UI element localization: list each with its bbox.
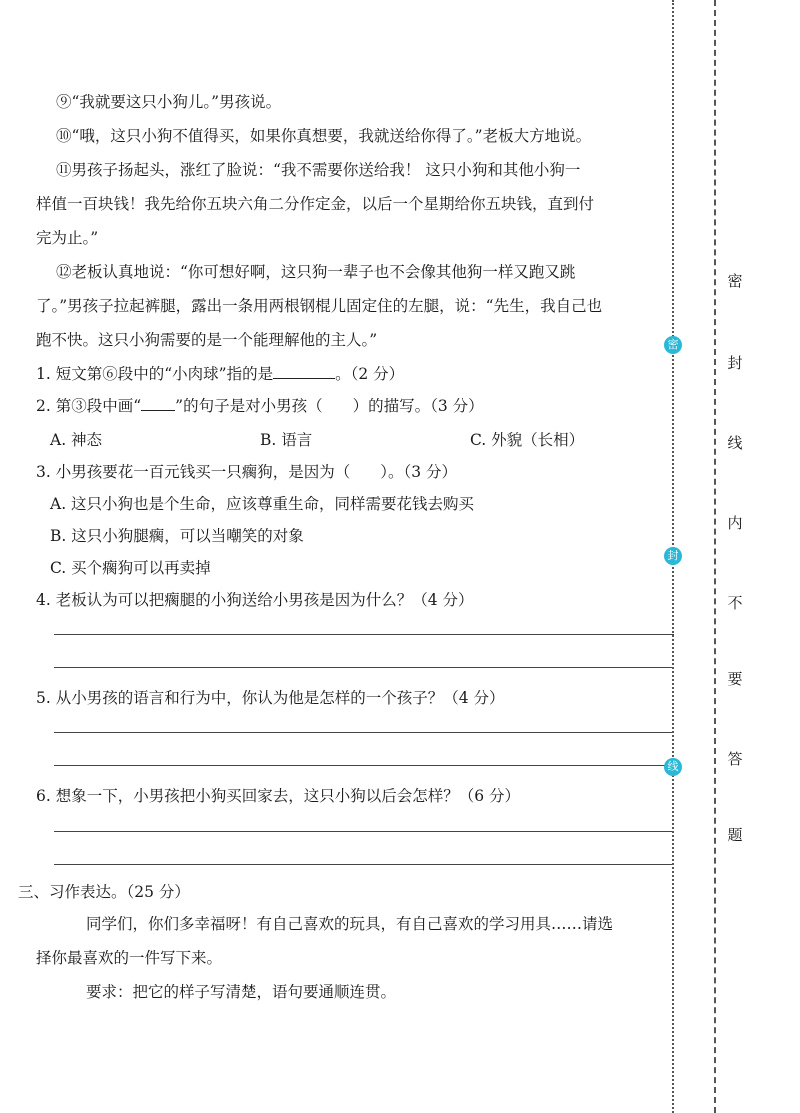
question-2-option-a: A. 神态 (50, 431, 103, 449)
seal-char-6: 要 (727, 670, 743, 688)
question-3-option-b: B. 这只小狗腿瘸，可以当嘲笑的对象 (50, 527, 304, 545)
question-3-option-a: A. 这只小狗也是个生命，应该尊重生命，同样需要花钱去购买 (50, 495, 475, 513)
question-2-option-c: C. 外貌（长相） (470, 431, 585, 449)
question-4: 4. 老板认为可以把瘸腿的小狗送给小男孩是因为什么？（4 分） (36, 591, 474, 609)
section-3-prompt-line-1: 同学们，你们多幸福呀！有自己喜欢的玩具，有自己喜欢的学习用具……请选 (86, 915, 614, 933)
seal-char-1: 密 (727, 272, 743, 290)
question-2-option-b: B. 语言 (260, 431, 313, 449)
seal-char-2: 封 (727, 354, 743, 372)
seal-char-5: 不 (727, 594, 743, 612)
passage-paragraph-11-line-2: 样值一百块钱！我先给你五块六角二分作定金，以后一个星期给你五块钱，直到付 (36, 195, 595, 213)
question-2 (36, 396, 484, 416)
passage-paragraph-10: ⑩“哦，这只小狗不值得买，如果你真想要，我就送给你得了。”老板大方地说。 (56, 127, 592, 145)
seal-marker-3: 线 (664, 758, 682, 776)
seal-char-8: 题 (727, 826, 743, 844)
question-4-answer-line-2[interactable] (54, 667, 674, 668)
question-3-text-b: ）。（3 分） (380, 463, 458, 481)
seal-marker-1: 密 (664, 336, 682, 354)
question-1-text: 1. 短文第⑥段中的“小肉球”指的是 (36, 365, 274, 383)
passage-paragraph-12-line-1: ⑫老板认真地说：“你可想好啊，这只狗一辈子也不会像其他狗一样又跑又跳 (56, 263, 576, 281)
question-1 (36, 364, 404, 384)
question-6: 6. 想象一下，小男孩把小狗买回家去，这只小狗以后会怎样？（6 分） (36, 787, 521, 805)
seal-char-3: 线 (727, 434, 743, 452)
seal-dashed-line (714, 0, 716, 1113)
passage-paragraph-12-line-2: 了。”男孩子拉起裤腿，露出一条用两根钢棍儿固定住的左腿，说：“先生，我自己也 (36, 297, 603, 315)
question-6-answer-line-1[interactable] (54, 831, 674, 832)
question-1-answer-blank[interactable] (273, 364, 335, 379)
seal-char-4: 内 (727, 514, 743, 532)
question-2-text-b: ”的句子是对小男孩（ (175, 397, 323, 415)
passage-paragraph-12-line-3: 跑不快。这只小狗需要的是一个能理解他的主人。” (36, 331, 378, 349)
question-2-text-c: ）的描写。（3 分） (352, 397, 484, 415)
question-4-answer-line-1[interactable] (54, 634, 674, 635)
question-5: 5. 从小男孩的语言和行为中，你认为他是怎样的一个孩子？（4 分） (36, 689, 505, 707)
section-3-requirement: 要求：把它的样子写清楚，语句要通顺连贯。 (86, 983, 397, 1001)
section-3-heading: 三、习作表达。（25 分） (18, 883, 190, 901)
question-2-text-a: 2. 第③段中画“ (36, 397, 142, 415)
section-3-prompt-line-2: 择你最喜欢的一件写下来。 (36, 949, 223, 967)
question-3-option-c: C. 买个瘸狗可以再卖掉 (50, 559, 211, 577)
question-6-answer-line-2[interactable] (54, 864, 674, 865)
seal-char-7: 答 (727, 750, 743, 768)
seal-marker-2: 封 (664, 547, 682, 565)
passage-paragraph-11-line-3: 完为止。” (36, 229, 99, 247)
question-5-answer-line-1[interactable] (54, 732, 674, 733)
question-2-underline-sample (141, 396, 175, 411)
question-3-text-a: 3. 小男孩要花一百元钱买一只瘸狗，是因为（ (36, 463, 351, 481)
passage-paragraph-9: ⑨“我就要这只小狗儿。”男孩说。 (56, 93, 282, 111)
question-1-score: 。（2 分） (335, 365, 405, 383)
question-3 (36, 462, 457, 482)
passage-paragraph-11-line-1: ⑪男孩子扬起头，涨红了脸说：“我不需要你送给我！ 这只小狗和其他小狗一 (56, 161, 581, 179)
question-5-answer-line-2[interactable] (54, 765, 674, 766)
